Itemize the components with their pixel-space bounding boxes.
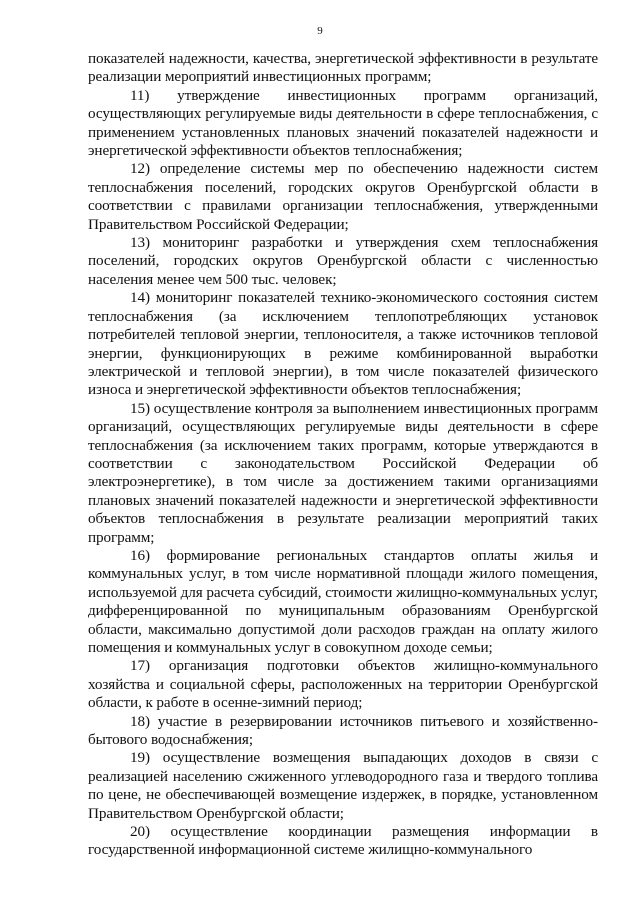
paragraph-item-17: 17) организация подготовки объектов жилищно-коммунального хозяйства и социальной сферы, расположенных на территории Оренбургской области, к работе в осенне-зимний период; bbox=[88, 657, 598, 712]
paragraph-item-12: 12) определение системы мер по обеспечению надежности систем теплоснабжения поселений, городских округов Оренбургской области в соответствии с правилами организации теплоснабжения, утвержденными Правительством Российской Федерации; bbox=[88, 160, 598, 233]
paragraph-item-11: 11) утверждение инвестиционных программ организаций, осуществляющих регулируемые виды деятельности в сфере теплоснабжения, с применением установленных плановых значений показателей надежности и энергетической эффективности объектов теплоснабжения; bbox=[88, 86, 598, 160]
paragraph-item-14: 14) мониторинг показателей технико-экономического состояния систем теплоснабжения (за исключением теплопотребляющих установок потребителей тепловой энергии, теплоносителя, а также источников тепловой энергии, функционирующих в режиме комбинированной выработки электрической и тепловой энергии), в том числе показателей физического износа и энергетической эффективности объектов теплоснабжения; bbox=[88, 289, 598, 399]
paragraph-item-13: 13) мониторинг разработки и утверждения схем теплоснабжения поселений, городских округов Оренбургской области с численностью населения менее чем 500 тыс. человек; bbox=[88, 234, 598, 288]
paragraph-item-19: 19) осуществление возмещения выпадающих доходов в связи с реализацией населению сжиженного углеводородного газа и твердого топлива по цене, не обеспечивающей возмещение издержек, в порядке, установленном Правительством Оренбургской области; bbox=[88, 749, 598, 822]
paragraph-item-16: 16) формирование региональных стандартов оплаты жилья и коммунальных услуг, в том числе нормативной площади жилого помещения, используемой для расчета субсидий, стоимости жилищно-коммунальных услуг, дифференцированной по муниципальным образованиям Оренбургской области, максимально допустимой доли расходов граждан на оплату жилого помещения и коммунальных услуг в совокупном доходе семьи; bbox=[88, 546, 598, 656]
page-number: 9 bbox=[317, 25, 323, 37]
document-body bbox=[88, 50, 598, 860]
paragraph-continuation: показателей надежности, качества, энергетической эффективности в результате реализации мероприятий инвестиционных программ; bbox=[88, 50, 598, 86]
paragraph-item-18: 18) участие в резервировании источников питьевого и хозяйственно-бытового водоснабжения; bbox=[88, 712, 598, 749]
paragraph-item-15: 15) осуществление контроля за выполнением инвестиционных программ организаций, осуществляющих регулируемые виды деятельности в сфере теплоснабжения (за исключением таких программ, которые утверждаются в соответствии с законодательством Российской Федерации об электроэнергетике), в том числе за достижением такими организациями плановых значений показателей надежности и энергетической эффективности объектов теплоснабжения в результате реализации мероприятий таких программ; bbox=[88, 399, 598, 546]
paragraph-item-20: 20) осуществление координации размещения информации в государственной информационной системе жилищно-коммунального bbox=[88, 823, 598, 859]
